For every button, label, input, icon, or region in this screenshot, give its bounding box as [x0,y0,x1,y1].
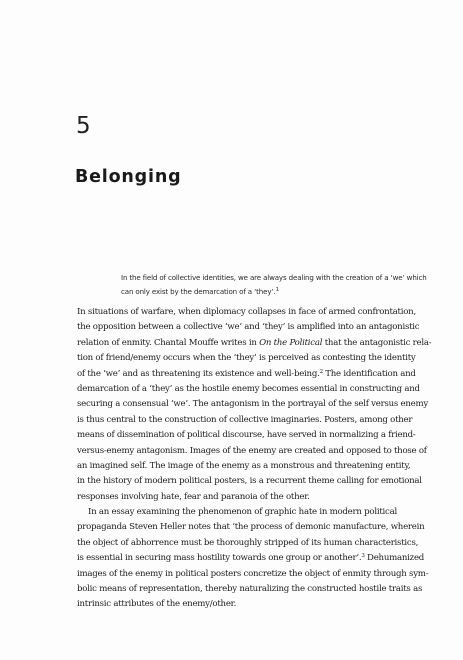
body-line [77,367,417,382]
body-line: in the history of modern political posters, is a recurrent theme calling for emotional [77,476,422,487]
footnote-marker: 2 [319,368,323,375]
chapter-number: 5 [76,113,92,139]
epigraph-line-text: can only exist by the demarcation of a ‘they’. [121,287,276,296]
body-line-text: relation of enmity. Chantal Mouffe writes in [77,337,260,348]
body-line: demarcation of a ‘they’ as the hostile enemy becomes essential in constructing and [77,383,420,394]
body-line: versus-enemy antagonism. Images of the enemy are created and opposed to those of [77,445,427,456]
epigraph-line [121,285,411,299]
body-line: an imagined self. The image of the enemy as a monstrous and threatening entity, [77,460,411,471]
body-line: the opposition between a collective ‘we’ and ‘they’ is amplified into an antagonistic [77,322,420,333]
body-line [77,336,432,351]
body-line: means of dissemination of political discourse, have served in normalizing a friend- [77,430,416,441]
body-line: securing a consensual ‘we’. The antagonism in the portrayal of the self versus enemy [77,399,429,410]
body-line-text: is essential in securing mass hostility towards one group or another’. [77,553,362,564]
body-line: bolic means of representation, thereby naturalizing the constructed hostile traits as [77,584,423,595]
body-line: responses involving hate, fear and paranoia of the other. [77,491,310,502]
body-line-text: The identification and [322,368,416,379]
footnote-marker: 1 [275,287,279,293]
body-line: propaganda Steven Heller notes that ‘the process of demonic manufacture, wherein [77,522,425,533]
epigraph [121,271,427,299]
body-line: the object of abhorrence must be thoroughly stripped of its human characteristics, [77,537,419,548]
body-line [77,551,425,566]
body-line: is thus central to the construction of collective imaginaries. Posters, among other [77,414,413,425]
body-text [77,305,432,613]
footnote-marker: 3 [361,553,365,560]
body-line: tion of friend/enemy occurs when the ‘they’ is perceived as contesting the identity [77,353,416,364]
body-line: intrinsic attributes of the enemy/other. [77,599,237,610]
body-line: images of the enemy in political posters concretize the object of enmity through sym- [77,568,429,579]
body-line-text: Dehumanized [364,553,425,564]
body-line-text: of the ‘we’ and as threatening its existence and well-being. [77,368,320,379]
chapter-title: Belonging [75,167,182,187]
epigraph-line: In the field of collective identities, we are always dealing with the creation of a ‘we’ which [121,273,427,282]
body-line: In situations of warfare, when diplomacy collapses in face of armed confrontation, [77,307,416,317]
body-line: In an essay examining the phenomenon of graphic hate in modern political [88,507,397,518]
body-line-text: that the antagonistic rela- [322,337,432,348]
book-title-italic: On the Political [259,337,323,348]
